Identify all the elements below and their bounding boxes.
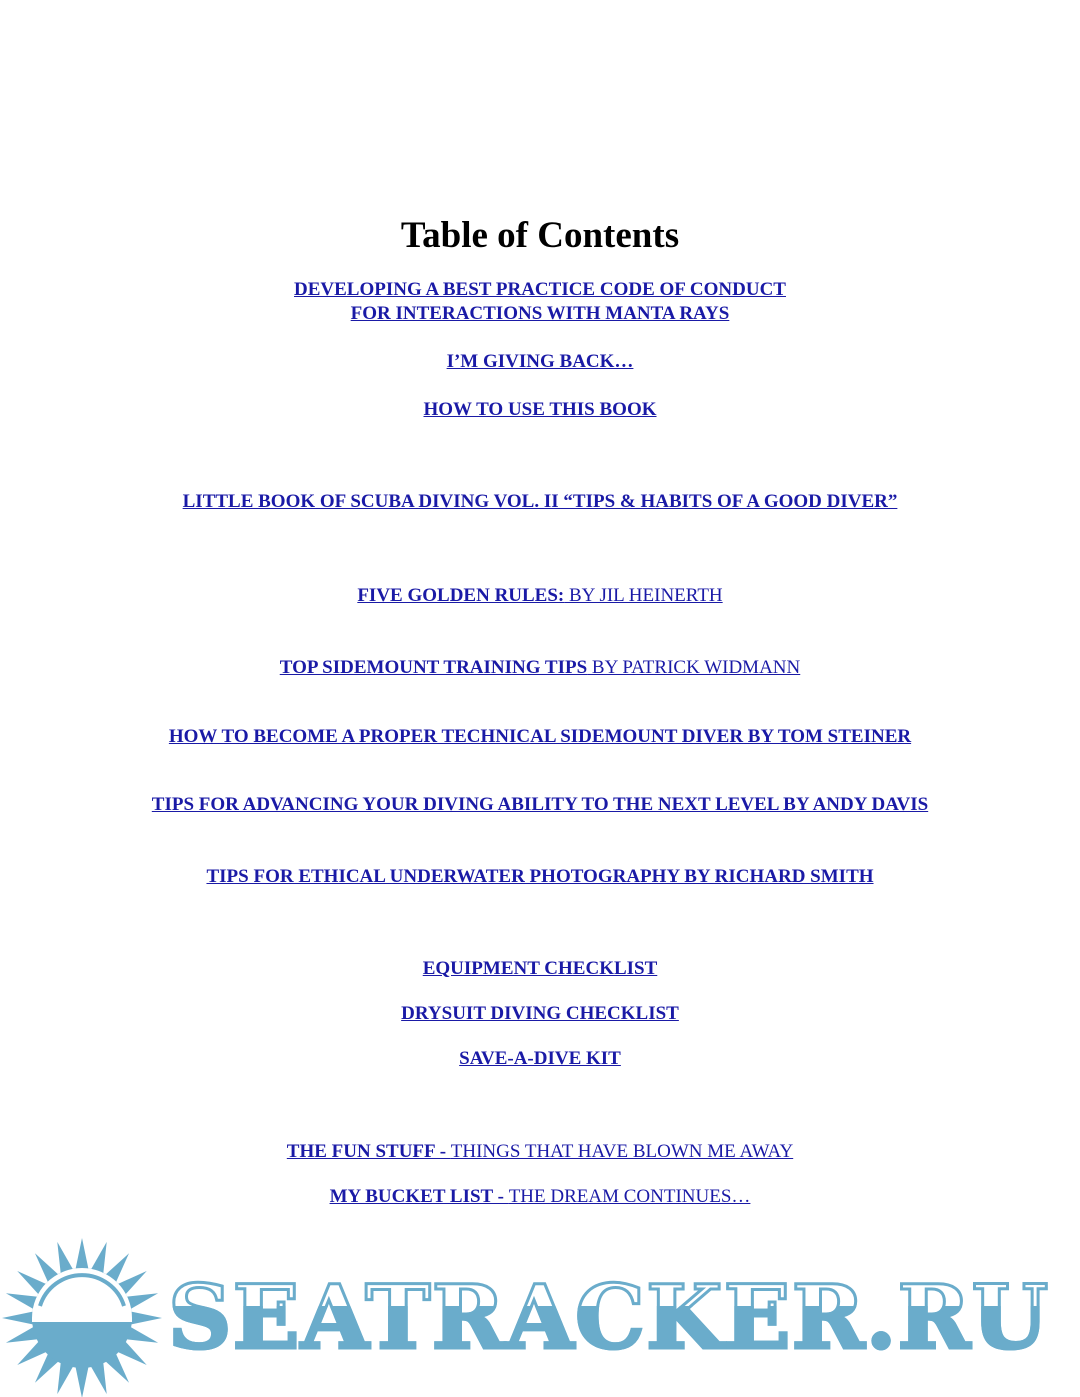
toc-link-giving-back[interactable] [0,350,1080,374]
toc-link-bold-text: FOR INTERACTIONS WITH MANTA RAYS [350,303,730,324]
toc-link-drysuit-checklist[interactable] [0,1002,1080,1026]
toc-link-ethical-photography[interactable] [0,865,1080,889]
watermark-text: SEATRACKER.RU [168,1262,1049,1372]
page-title: Table of Contents [400,215,680,256]
toc-link-how-to-use[interactable] [0,398,1080,422]
toc-link-bold-text: HOW TO USE THIS BOOK [423,399,657,420]
toc-link-equipment-checklist[interactable] [0,957,1080,981]
toc-link-save-a-dive[interactable] [0,1047,1080,1071]
toc-link-normal-text: THINGS THAT HAVE BLOWN ME AWAY [450,1141,794,1162]
toc-link-bold-text: HOW TO BECOME A PROPER TECHNICAL SIDEMOUNT DIVER BY TOM STEINER [168,726,912,747]
toc-link-normal-text: BY PATRICK WIDMANN [587,657,801,678]
toc-link-little-book[interactable] [0,490,1080,514]
toc-link-five-golden-rules[interactable] [0,584,1080,608]
toc-link-bold-text: LITTLE BOOK OF SCUBA DIVING VOL. II “TIPS & HABITS OF A GOOD DIVER” [182,491,898,512]
toc-link-bold-text: EQUIPMENT CHECKLIST [422,958,658,979]
toc-link-bold-text: THE FUN STUFF - [286,1141,451,1162]
toc-link-bucket-list[interactable] [0,1185,1080,1209]
sun-logo-icon [0,1236,170,1397]
toc-link-manta-code-line2[interactable] [0,302,1080,326]
toc-link-bold-text: FIVE GOLDEN RULES: [357,585,565,606]
toc-link-normal-text: THE DREAM CONTINUES… [508,1186,751,1207]
toc-link-manta-code-line1[interactable] [0,278,1080,302]
toc-link-bold-text: TIPS FOR ETHICAL UNDERWATER PHOTOGRAPHY BY RICHARD SMITH [206,866,874,887]
toc-link-advancing-ability[interactable] [0,793,1080,817]
toc-link-technical-sidemount[interactable] [0,725,1080,749]
toc-link-fun-stuff[interactable] [0,1140,1080,1164]
sun-ray [75,1366,89,1397]
toc-link-sidemount-training[interactable] [0,656,1080,680]
toc-link-bold-text: SAVE-A-DIVE KIT [459,1048,621,1069]
toc-link-normal-text: BY JIL HEINERTH [564,585,723,606]
toc-link-bold-text: MY BUCKET LIST - [329,1186,509,1207]
toc-link-bold-text: TOP SIDEMOUNT TRAINING TIPS [279,657,588,678]
sun-ray [2,1311,34,1325]
sun-ray [130,1311,162,1325]
sun-ray [75,1238,89,1270]
toc-link-bold-text: DRYSUIT DIVING CHECKLIST [401,1003,679,1024]
toc-link-bold-text: TIPS FOR ADVANCING YOUR DIVING ABILITY TO THE NEXT LEVEL BY ANDY DAVIS [151,794,929,815]
toc-link-bold-text: DEVELOPING A BEST PRACTICE CODE OF CONDUCT [294,279,786,300]
toc-link-bold-text: I’M GIVING BACK… [446,351,634,372]
